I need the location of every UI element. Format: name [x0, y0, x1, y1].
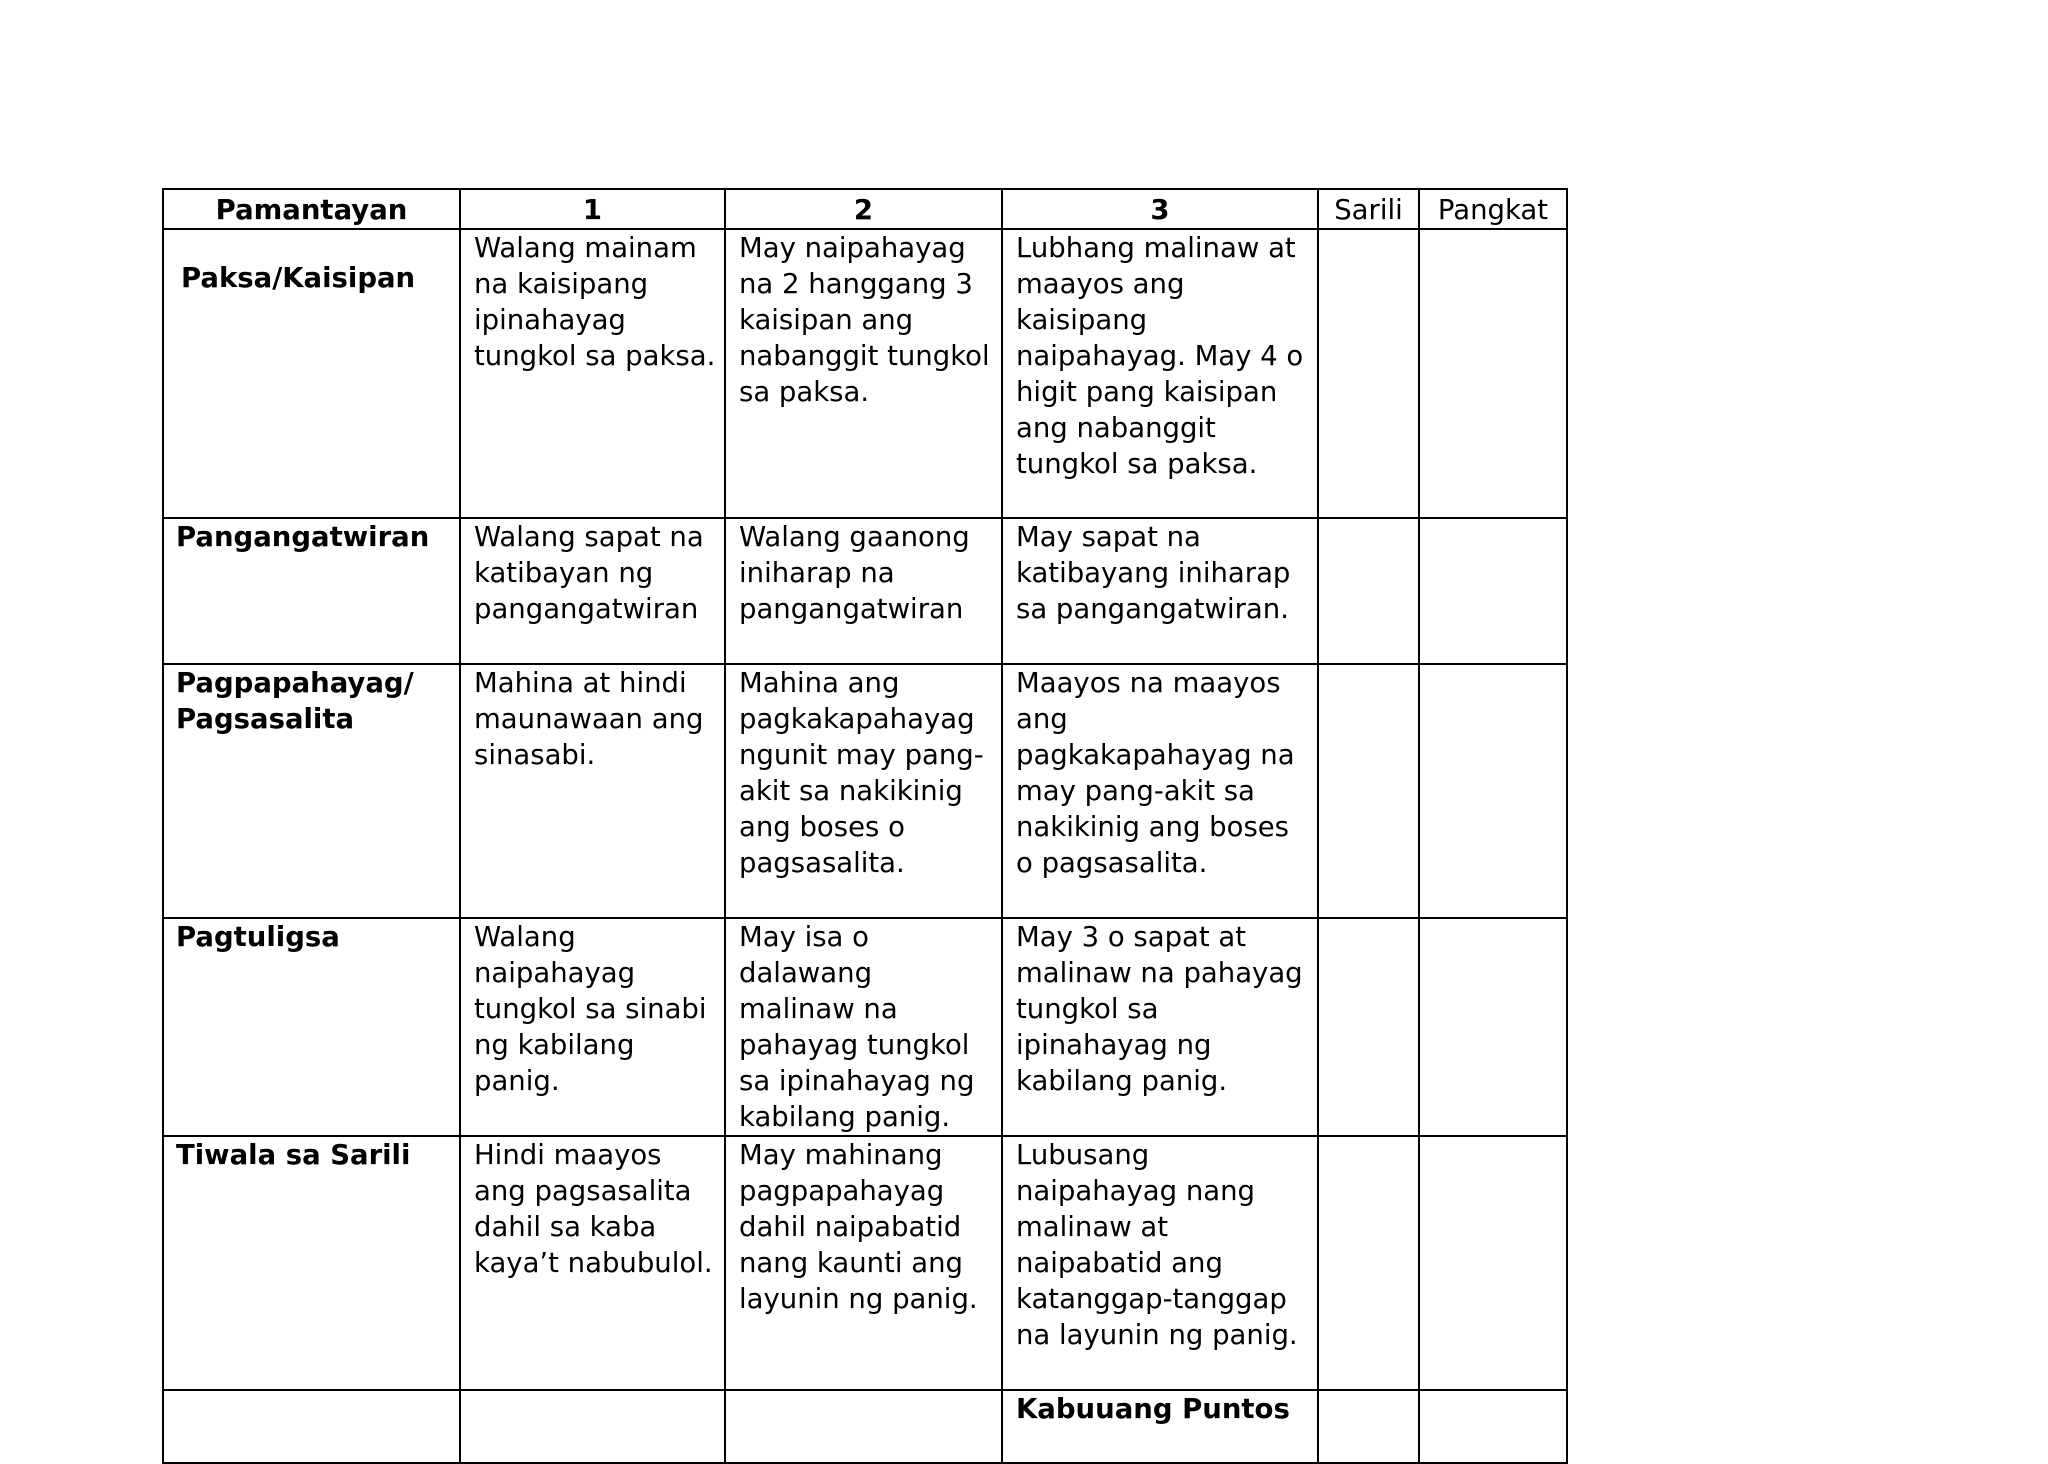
- level-3-cell: May sapat na katibayang iniharap sa pangangatwiran.: [1002, 518, 1318, 664]
- criterion-cell: Pagtuligsa: [163, 918, 460, 1136]
- level-3-cell: Lubusang naipahayag nang malinaw at naipabatid ang katanggap-tanggap na layunin ng panig.: [1002, 1136, 1318, 1390]
- rubric-row-paksa: [163, 229, 1567, 518]
- level-2-cell: May naipahayag na 2 hanggang 3 kaisipan ang nabanggit tungkol sa paksa.: [725, 229, 1002, 518]
- rubric-row-pangangatwiran: [163, 518, 1567, 664]
- empty-cell: [460, 1390, 725, 1463]
- level-1-cell: Hindi maayos ang pagsasalita dahil sa kaba kaya’t nabubulol.: [460, 1136, 725, 1390]
- header-pamantayan: Pamantayan: [163, 189, 460, 229]
- header-row: [163, 189, 1567, 229]
- score-sarili-cell[interactable]: [1318, 664, 1419, 918]
- criterion-cell: Tiwala sa Sarili: [163, 1136, 460, 1390]
- total-pangkat-cell[interactable]: [1419, 1390, 1567, 1463]
- header-level-3: 3: [1002, 189, 1318, 229]
- score-pangkat-cell[interactable]: [1419, 664, 1567, 918]
- rubric-row-total: [163, 1390, 1567, 1463]
- level-2-cell: May mahinang pagpapahayag dahil naipabatid nang kaunti ang layunin ng panig.: [725, 1136, 1002, 1390]
- rubric-row-pagpapahayag: [163, 664, 1567, 918]
- header-level-1: 1: [460, 189, 725, 229]
- score-sarili-cell[interactable]: [1318, 1136, 1419, 1390]
- rubric-table: [162, 188, 1568, 1464]
- score-sarili-cell[interactable]: [1318, 518, 1419, 664]
- criterion-cell: Pagpapahayag/ Pagsasalita: [163, 664, 460, 918]
- score-pangkat-cell[interactable]: [1419, 229, 1567, 518]
- header-level-2: 2: [725, 189, 1002, 229]
- level-3-cell: Maayos na maayos ang pagkakapahayag na may pang-akit sa nakikinig ang boses o pagsasalita.: [1002, 664, 1318, 918]
- rubric-row-pagtuligsa: [163, 918, 1567, 1136]
- header-sarili: Sarili: [1318, 189, 1419, 229]
- score-pangkat-cell[interactable]: [1419, 1136, 1567, 1390]
- level-1-cell: Walang mainam na kaisipang ipinahayag tungkol sa paksa.: [460, 229, 725, 518]
- level-1-cell: Mahina at hindi maunawaan ang sinasabi.: [460, 664, 725, 918]
- level-1-cell: Walang naipahayag tungkol sa sinabi ng kabilang panig.: [460, 918, 725, 1136]
- score-sarili-cell[interactable]: [1318, 229, 1419, 518]
- level-3-cell: May 3 o sapat at malinaw na pahayag tungkol sa ipinahayag ng kabilang panig.: [1002, 918, 1318, 1136]
- level-2-cell: May isa o dalawang malinaw na pahayag tungkol sa ipinahayag ng kabilang panig.: [725, 918, 1002, 1136]
- level-2-cell: Walang gaanong iniharap na pangangatwiran: [725, 518, 1002, 664]
- criterion-cell: Paksa/Kaisipan: [163, 229, 460, 518]
- level-1-cell: Walang sapat na katibayan ng pangangatwiran: [460, 518, 725, 664]
- criterion-cell: Pangangatwiran: [163, 518, 460, 664]
- score-pangkat-cell[interactable]: [1419, 918, 1567, 1136]
- total-sarili-cell[interactable]: [1318, 1390, 1419, 1463]
- level-2-cell: Mahina ang pagkakapahayag ngunit may pang-akit sa nakikinig ang boses o pagsasalita.: [725, 664, 1002, 918]
- level-3-cell: Lubhang malinaw at maayos ang kaisipang naipahayag. May 4 o higit pang kaisipan ang nabanggit tungkol sa paksa.: [1002, 229, 1318, 518]
- score-sarili-cell[interactable]: [1318, 918, 1419, 1136]
- rubric-row-tiwala: [163, 1136, 1567, 1390]
- empty-cell: [163, 1390, 460, 1463]
- header-pangkat: Pangkat: [1419, 189, 1567, 229]
- empty-cell: [725, 1390, 1002, 1463]
- total-label-cell: Kabuuang Puntos: [1002, 1390, 1318, 1463]
- score-pangkat-cell[interactable]: [1419, 518, 1567, 664]
